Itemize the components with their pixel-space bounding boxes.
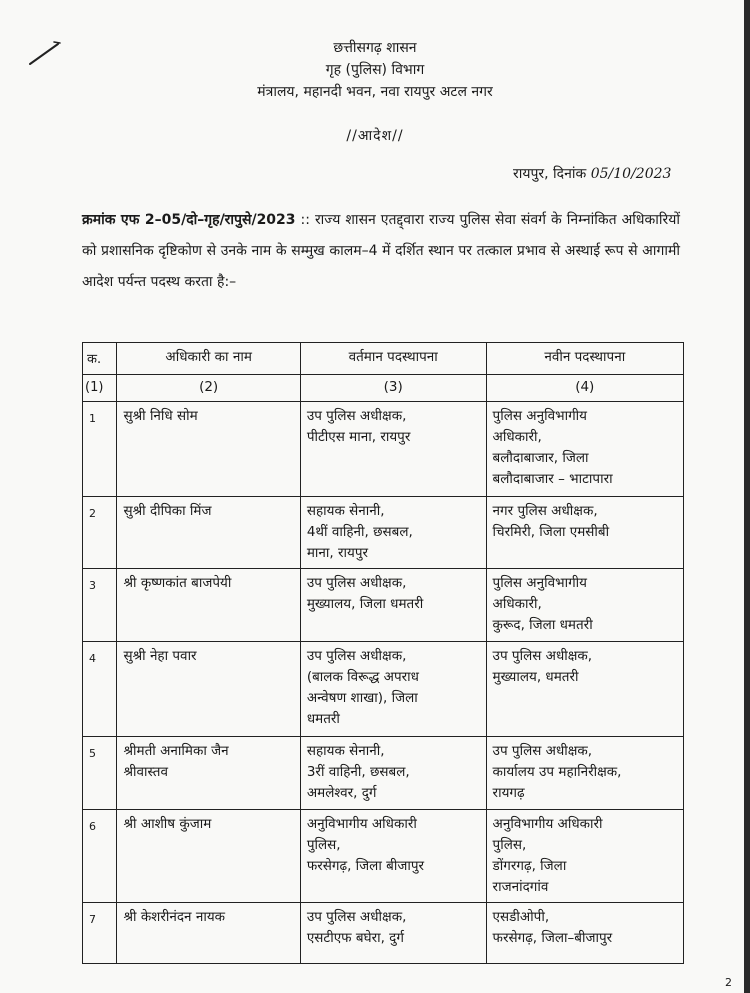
current-posting-line: 3रीं वाहिनी, छसबल, (306, 764, 410, 780)
table-row (83, 642, 684, 737)
new-posting-line: पुलिस अनुविभागीय (492, 575, 588, 591)
new-posting-line: अधिकारी, (492, 429, 542, 445)
officer-name-cell (117, 737, 300, 810)
new-posting-line: एसडीओपी, (492, 909, 550, 925)
header-government: छत्तीसगढ़ शासन (333, 40, 417, 56)
current-posting-line: उप पुलिस अधीक्षक, (306, 408, 407, 424)
serial-number: 1 (83, 402, 117, 497)
table-row (83, 737, 684, 810)
officer-name-cell (117, 642, 300, 737)
table-row (83, 402, 684, 497)
new-posting-line: फरसेगढ़, जिला–बीजापुर (492, 930, 613, 946)
current-posting-line: माना, रायपुर (306, 545, 369, 561)
current-posting-line: मुख्यालय, जिला धमतरी (306, 596, 424, 612)
current-posting-cell (300, 497, 486, 569)
new-posting-line: पुलिस, (492, 837, 527, 853)
current-posting-line: उप पुलिस अधीक्षक, (306, 648, 407, 664)
date-prefix: रायपुर, दिनांक (513, 166, 587, 182)
header-officer-name: अधिकारी का नाम (117, 343, 300, 375)
serial-number: 4 (83, 642, 117, 737)
posting-table (82, 342, 684, 964)
new-posting-cell (486, 810, 683, 903)
current-posting-line: उप पुलिस अधीक्षक, (306, 909, 407, 925)
officer-name-line: श्रीमती अनामिका जैन (123, 743, 229, 759)
new-posting-line: बलौदाबाजार – भाटापारा (492, 471, 613, 487)
current-posting-line: अमलेश्वर, दुर्ग (306, 785, 377, 801)
serial-number: 5 (83, 737, 117, 810)
order-body (82, 205, 680, 298)
new-posting-line: डोंगरगढ़, जिला (492, 858, 567, 874)
date-value: 05/10/2023 (590, 166, 672, 182)
current-posting-line: पीटीएस माना, रायपुर (306, 429, 411, 445)
new-posting-line: कार्यालय उप महानिरीक्षक, (492, 764, 622, 780)
current-posting-line: अन्वेषण शाखा), जिला (306, 690, 418, 706)
table-row (83, 569, 684, 642)
order-date (513, 164, 671, 183)
current-posting-line: पुलिस, (306, 837, 341, 853)
current-posting-cell (300, 642, 486, 737)
serial-number: 3 (83, 569, 117, 642)
new-posting-cell (486, 497, 683, 569)
current-posting-line: धमतरी (306, 711, 340, 727)
new-posting-line: उप पुलिस अधीक्षक, (492, 648, 593, 664)
new-posting-line: उप पुलिस अधीक्षक, (492, 743, 593, 759)
column-number: (2) (117, 375, 300, 402)
current-posting-cell (300, 737, 486, 810)
header-current-posting: वर्तमान पदस्थापना (300, 343, 486, 375)
new-posting-line: अधिकारी, (492, 596, 542, 612)
current-posting-cell (300, 402, 486, 497)
current-posting-line: सहायक सेनानी, (306, 503, 385, 519)
current-posting-line: अनुविभागीय अधिकारी (306, 816, 417, 832)
current-posting-line: फरसेगढ़, जिला बीजापुर (306, 858, 425, 874)
serial-number: 7 (83, 903, 117, 964)
new-posting-line: रायगढ़ (492, 785, 525, 801)
table-row (83, 497, 684, 569)
header-serial: क. (83, 343, 117, 375)
column-number: (4) (486, 375, 683, 402)
current-posting-line: उप पुलिस अधीक्षक, (306, 575, 407, 591)
new-posting-cell (486, 569, 683, 642)
new-posting-cell (486, 642, 683, 737)
new-posting-line: पुलिस अनुविभागीय (492, 408, 588, 424)
new-posting-line: नगर पुलिस अधीक्षक, (492, 503, 598, 519)
officer-name-cell (117, 497, 300, 569)
current-posting-cell (300, 569, 486, 642)
officer-name-cell (117, 569, 300, 642)
new-posting-line: कुरूद, जिला धमतरी (492, 617, 593, 633)
current-posting-line: एसटीएफ बघेरा, दुर्ग (306, 930, 404, 946)
officer-name-line: सुश्री नेहा पवार (123, 648, 197, 664)
officer-name-line: श्रीवास्तव (123, 764, 168, 780)
column-number: (1) (83, 375, 117, 402)
current-posting-cell (300, 810, 486, 903)
table-column-number-row (83, 375, 684, 402)
officer-name-line: श्री आशीष कुंजाम (123, 816, 212, 832)
new-posting-line: मुख्यालय, धमतरी (492, 669, 579, 685)
table-header-row (83, 343, 684, 375)
current-posting-line: 4थीं वाहिनी, छसबल, (306, 524, 413, 540)
order-title: //आदेश// (346, 128, 404, 144)
new-posting-line: बलौदाबाजार, जिला (492, 450, 589, 466)
scan-edge (744, 0, 750, 993)
new-posting-cell (486, 903, 683, 964)
officer-name-line: सुश्री निधि सोम (123, 408, 198, 424)
header-new-posting: नवीन पदस्थापना (486, 343, 683, 375)
header-address: मंत्रालय, महानदी भवन, नवा रायपुर अटल नगर (257, 84, 493, 100)
table-body (83, 402, 684, 964)
officer-name-cell (117, 402, 300, 497)
officer-name-cell (117, 903, 300, 964)
officer-name-line: श्री केशरीनंदन नायक (123, 909, 226, 925)
new-posting-line: राजनांदगांव (492, 879, 549, 895)
current-posting-line: सहायक सेनानी, (306, 743, 385, 759)
new-posting-line: चिरमिरी, जिला एमसीबी (492, 524, 610, 540)
order-text: :: राज्य शासन एतद्द्वारा राज्य पुलिस सेवा संवर्ग के निम्नांकित अधिकारियों को प्रशासनिक दृष्टिकोण से उनके नाम के सम्मुख कालम–4 में दर्शित स्थान पर तत्काल प्रभाव से अस्थाई रूप से आगामी आदेश पर्यन्त पदस्थ करता है:– (82, 212, 680, 290)
table-row (83, 810, 684, 903)
current-posting-line: (बालक विरूद्ध अपराध (306, 669, 419, 685)
serial-number: 2 (83, 497, 117, 569)
new-posting-cell (486, 737, 683, 810)
current-posting-cell (300, 903, 486, 964)
table-row (83, 903, 684, 964)
officer-name-cell (117, 810, 300, 903)
serial-number: 6 (83, 810, 117, 903)
column-number: (3) (300, 375, 486, 402)
new-posting-cell (486, 402, 683, 497)
officer-name-line: श्री कृष्णकांत बाजपेयी (123, 575, 232, 591)
page-number: 2 (725, 976, 732, 989)
order-reference: क्रमांक एफ 2–05/दो–गृह/रापुसे/2023 (82, 212, 296, 228)
new-posting-line: अनुविभागीय अधिकारी (492, 816, 603, 832)
officer-name-line: सुश्री दीपिका मिंज (123, 503, 212, 519)
header-department: गृह (पुलिस) विभाग (325, 62, 425, 78)
